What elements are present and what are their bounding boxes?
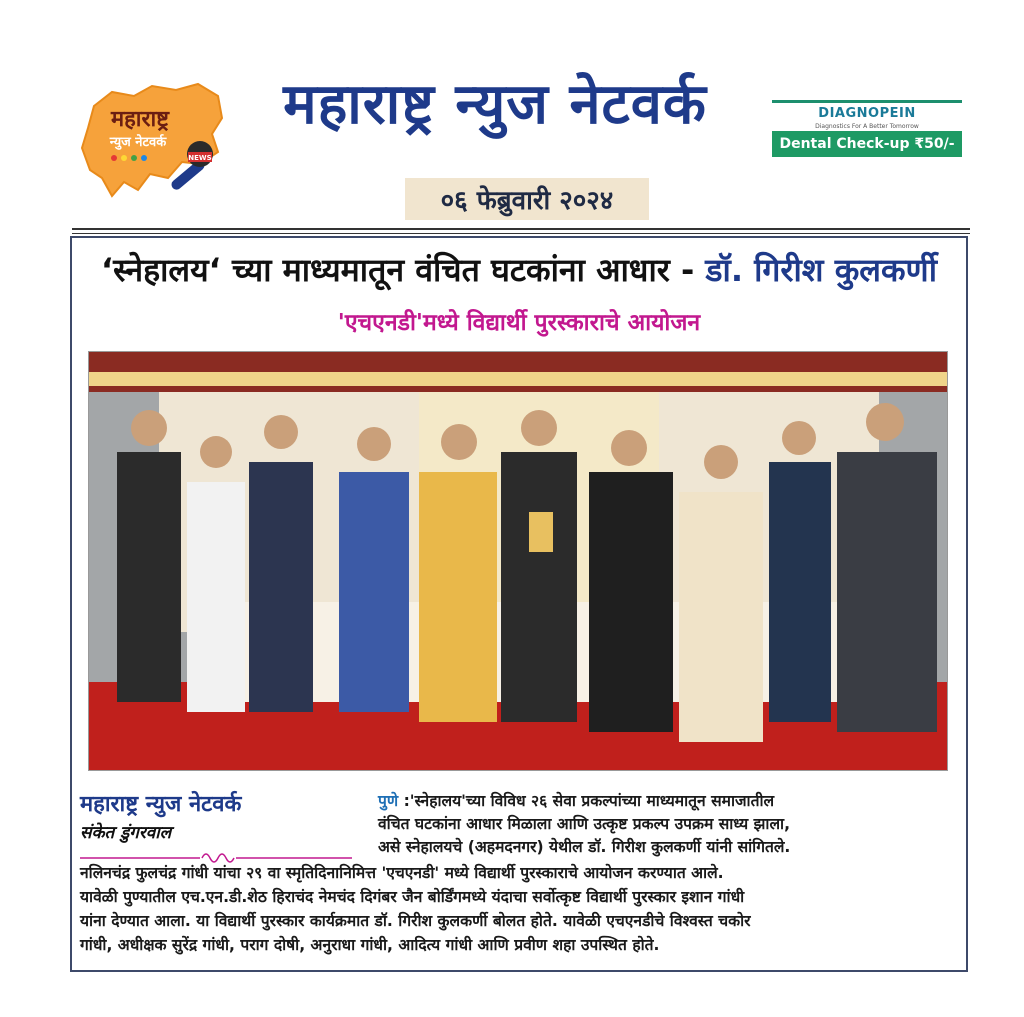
advert-tagline: Diagnostics For A Better Tomorrow bbox=[815, 123, 919, 130]
masthead-divider-thin bbox=[72, 233, 970, 234]
maharashtra-map-logo bbox=[72, 78, 232, 208]
byline-organization: महाराष्ट्र न्युज नेटवर्क bbox=[80, 792, 242, 817]
issue-date: ०६ फेब्रुवारी २०२४ bbox=[405, 178, 649, 220]
article-body-line: गांधी, अधीक्षक सुरेंद्र गांधी, पराग दोषी, अनुराधा गांधी, आदित्य गांधी आणि प्रवीण शहा उपस्थित होते. bbox=[80, 936, 660, 954]
article-body-line: असे स्नेहालयचे (अहमदनगर) येथील डॉ. गिरीश कुलकर्णी यांनी सांगितले. bbox=[378, 838, 791, 856]
mic-label: NEWS bbox=[188, 154, 212, 162]
diagnopein-advert[interactable] bbox=[772, 100, 962, 158]
article-body-line: यांना देण्यात आला. या विद्यार्थी पुरस्कार कार्यक्रमात डॉ. गिरीश कुलकर्णी बोलत होते. यावेळी एचएनडीचे विश्वस्त चकोर bbox=[80, 912, 751, 930]
advert-brand: DIAGNOPEIN bbox=[818, 106, 916, 121]
article-body-line: नलिनचंद्र फुलचंद्र गांधी यांचा २९ वा स्मृतिदिनानिमित्त 'एचएनडी' मध्ये विद्यार्थी पुरस्काराचे आयोजन करण्यात आले. bbox=[80, 864, 724, 882]
article-body-line: वंचित घटकांना आधार मिळाला आणि उत्कृष्ट प्रकल्प उपक्रम साध्य झाला, bbox=[378, 815, 790, 833]
logo-title: महाराष्ट्र bbox=[110, 107, 170, 132]
article-body-line: पुणे :'स्नेहालय'च्या विविध २६ सेवा प्रकल्पांच्या माध्यमातून समाजातील bbox=[378, 792, 775, 810]
article-headline bbox=[70, 248, 968, 291]
masthead-divider bbox=[72, 228, 970, 230]
headline-name: डॉ. गिरीश कुलकर्णी bbox=[705, 251, 937, 289]
article-body-line: यावेळी पुण्यातील एच.एन.डी.शेठ हिराचंद नेमचंद दिगंबर जैन बोर्डिंगमध्ये यंदाचा सर्वोत्कृष्ट विद्यार्थी पुरस्कार इशान गांधी bbox=[80, 888, 745, 906]
byline-author: संकेत डुंगरवाल bbox=[80, 823, 172, 843]
dateline-place: पुणे bbox=[378, 792, 399, 810]
headline-main: ‘स्नेहालय‘ च्या माध्यमातून वंचित घटकांना आधार - bbox=[101, 251, 706, 289]
event-photograph bbox=[88, 351, 948, 771]
advert-top-rule bbox=[772, 100, 962, 103]
article-subheadline: 'एचएनडी'मध्ये विद्यार्थी पुरस्काराचे आयोजन bbox=[337, 310, 701, 336]
advert-offer: Dental Check-up ₹50/- bbox=[772, 131, 962, 157]
logo-subtitle: न्युज नेटवर्क bbox=[109, 135, 167, 150]
masthead-title: महाराष्ट्र न्युज नेटवर्क bbox=[283, 72, 707, 137]
